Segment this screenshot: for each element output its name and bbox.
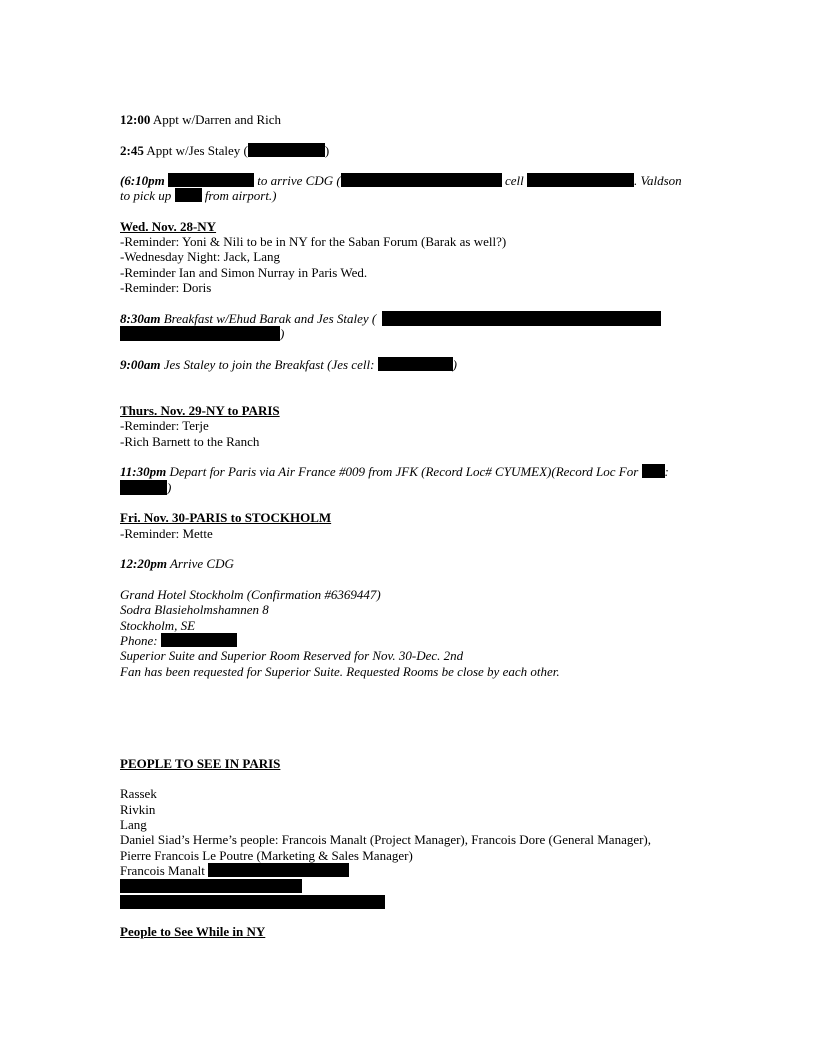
entry-text: Depart for Paris via Air France #009 from JFK (Record Loc# CYUMEX)(Record Loc For [169, 464, 639, 479]
hotel-name: Grand Hotel Stockholm (Confirmation #6369447) [120, 587, 381, 602]
entry-text-close: ) [452, 357, 457, 372]
entry-text: . Valdson [633, 173, 682, 188]
fri-heading: Fri. Nov. 30-PARIS to STOCKHOLM [120, 510, 332, 525]
hotel-note: Fan has been requested for Superior Suite. Requested Rooms be close by each other. [120, 664, 560, 679]
redaction-block [642, 464, 665, 478]
redaction-block [175, 188, 202, 202]
hotel-phone [120, 633, 237, 648]
entry-arrive-cdg [120, 556, 234, 571]
entry-arrival-cdg-cont [120, 188, 277, 203]
entry-breakfast-close: ) [280, 326, 285, 341]
entry-time: 8:30am [120, 311, 161, 326]
manalt-label: Francois Manalt [120, 863, 205, 878]
entry-time: 11:30pm [120, 464, 167, 479]
entry-text: Appt w/Darren and Rich [152, 112, 282, 127]
redaction-block [341, 173, 502, 187]
entry-text: : [664, 464, 669, 479]
entry-text: to pick up [120, 188, 172, 203]
redaction-block [120, 480, 167, 495]
person-name: Lang [120, 817, 147, 832]
entry-text: to arrive CDG ( [257, 173, 341, 188]
entry-text: Appt w/Jes Staley ( [146, 143, 248, 158]
entry-jes-staley [120, 143, 329, 158]
entry-text: from airport.) [204, 188, 277, 203]
entry-arrival-cdg [120, 173, 682, 188]
redaction-block [120, 326, 280, 341]
entry-text: Jes Staley to join the Breakfast (Jes cell: [163, 357, 375, 372]
paris-people-heading: PEOPLE TO SEE IN PARIS [120, 756, 281, 771]
person-name: Rivkin [120, 802, 156, 817]
wed-reminder: -Reminder: Yoni & Nili to be in NY for the Saban Forum (Barak as well?) [120, 234, 507, 249]
thu-reminder: -Rich Barnett to the Ranch [120, 434, 260, 449]
redaction-block [248, 143, 325, 157]
entry-flight [120, 464, 669, 479]
wed-reminder: -Wednesday Night: Jack, Lang [120, 249, 280, 264]
redaction-block [120, 895, 385, 909]
wed-reminder: -Reminder: Doris [120, 280, 212, 295]
entry-staley-join [120, 357, 457, 372]
entry-text-close: ) [324, 143, 330, 158]
redaction-block [161, 633, 237, 647]
entry-time: 9:00am [120, 357, 161, 372]
entry-text: cell [504, 173, 524, 188]
ny-people-heading: People to See While in NY [120, 924, 266, 939]
herme-people-line: Pierre Francois Le Poutre (Marketing & Sales Manager) [120, 848, 413, 863]
redaction-block [168, 173, 254, 187]
person-name: Rassek [120, 786, 157, 801]
manalt-contact [120, 863, 349, 878]
fri-reminder: -Reminder: Mette [120, 526, 213, 541]
entry-time: 12:00 [120, 112, 151, 127]
hotel-address: Sodra Blasieholmshamnen 8 [120, 602, 269, 617]
wed-reminder: -Reminder Ian and Simon Nurray in Paris Wed. [120, 265, 368, 280]
redaction-block [120, 879, 302, 893]
redaction-block [378, 357, 453, 371]
entry-darren-rich [120, 112, 281, 127]
entry-time: (6:10pm [120, 173, 165, 188]
hotel-note: Superior Suite and Superior Room Reserved for Nov. 30-Dec. 2nd [120, 648, 464, 663]
thu-reminder: -Reminder: Terje [120, 418, 209, 433]
phone-label: Phone: [120, 633, 158, 648]
entry-flight-close: ) [167, 480, 172, 495]
entry-breakfast [120, 311, 376, 326]
entry-time: 12:20pm [120, 556, 167, 571]
entry-text: Arrive CDG [169, 556, 234, 571]
redaction-block [527, 173, 634, 187]
redaction-block [382, 311, 661, 326]
hotel-city: Stockholm, SE [120, 618, 196, 633]
entry-time: 2:45 [120, 143, 144, 158]
herme-people-line: Daniel Siad’s Herme’s people: Francois Manalt (Project Manager), Francois Dore (General Manager), [120, 832, 652, 847]
entry-text: Breakfast w/Ehud Barak and Jes Staley ( [163, 311, 377, 326]
wed-heading: Wed. Nov. 28-NY [120, 219, 217, 234]
thu-heading: Thurs. Nov. 29-NY to PARIS [120, 403, 280, 418]
redaction-block [208, 863, 349, 877]
